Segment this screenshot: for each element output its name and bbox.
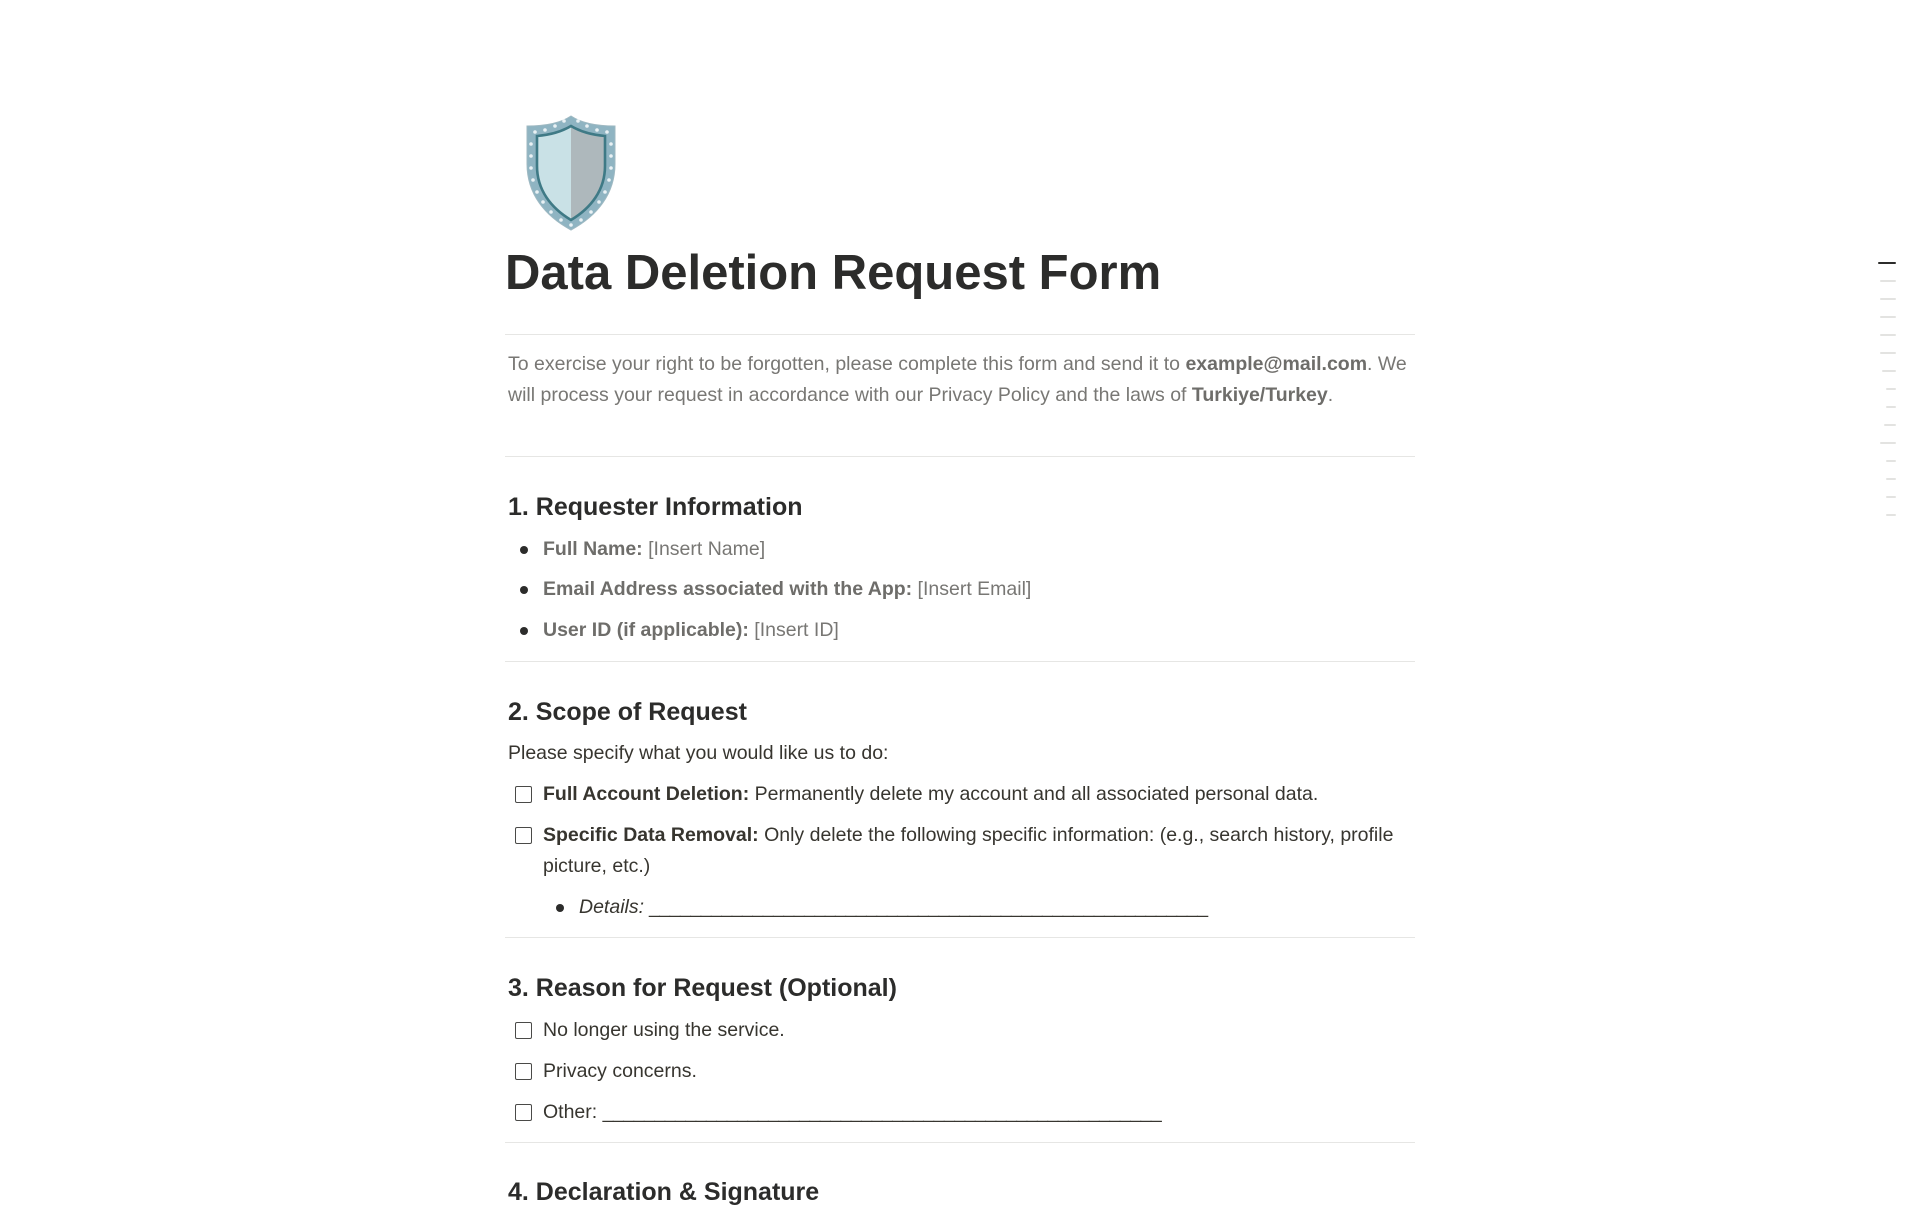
toc-line[interactable] <box>1880 298 1896 300</box>
intro-paragraph <box>508 349 1413 411</box>
toc-line[interactable] <box>1878 262 1896 264</box>
option-text: Only delete the following specific information: (e.g., search history, profile picture, etc.) <box>543 824 1394 877</box>
bullet-icon <box>520 546 528 554</box>
section-heading-declaration-signature: 4. Declaration & Signature <box>508 1178 820 1206</box>
divider <box>505 456 1415 457</box>
intro-text: . We will process your request in accordance with our Privacy Policy and the laws of <box>508 353 1407 406</box>
bullet-icon <box>520 586 528 594</box>
divider <box>505 1142 1415 1143</box>
field-value[interactable]: [Insert Email] <box>912 578 1032 600</box>
checkbox[interactable] <box>515 1104 532 1121</box>
toc-line[interactable] <box>1880 334 1896 336</box>
bullet-icon <box>520 627 528 635</box>
toc-line[interactable] <box>1886 478 1896 480</box>
toc-line[interactable] <box>1880 352 1896 354</box>
toc-line[interactable] <box>1886 406 1896 408</box>
option-text: No longer using the service. <box>543 1019 785 1041</box>
details-label: Details: <box>579 896 645 918</box>
intro-text: To exercise your right to be forgotten, please complete this form and send it to <box>508 353 1186 375</box>
option-label: Full Account Deletion: <box>543 783 750 805</box>
field-label: Full Name: <box>543 538 643 560</box>
page-title: Data Deletion Request Form <box>505 246 1162 300</box>
details-blank-line[interactable]: ______________________________________________________ <box>644 896 1208 918</box>
option-text: Other: <box>543 1101 603 1123</box>
toc-line[interactable] <box>1886 514 1896 516</box>
shield-icon[interactable] <box>521 114 621 232</box>
divider <box>505 937 1415 938</box>
checkbox[interactable] <box>515 1063 532 1080</box>
section-heading-reason-for-request: 3. Reason for Request (Optional) <box>508 974 897 1002</box>
other-blank-line[interactable]: ______________________________________________________ <box>602 1101 1162 1123</box>
toc-line[interactable] <box>1880 442 1896 444</box>
intro-text: . <box>1327 384 1334 406</box>
field-value[interactable]: [Insert ID] <box>748 619 839 641</box>
divider <box>505 661 1415 662</box>
checkbox[interactable] <box>515 1022 532 1039</box>
field-label: Email Address associated with the App: <box>543 578 913 600</box>
toc-line[interactable] <box>1886 496 1896 498</box>
option-label: Specific Data Removal: <box>543 824 759 846</box>
bullet-icon <box>556 904 564 912</box>
option-text: Privacy concerns. <box>543 1060 697 1082</box>
field-label: User ID (if applicable): <box>543 619 749 641</box>
jurisdiction: Turkiye/Turkey <box>1191 384 1328 406</box>
toc-line[interactable] <box>1880 280 1896 282</box>
section-heading-scope-of-request: 2. Scope of Request <box>508 698 747 726</box>
checkbox[interactable] <box>515 786 532 803</box>
field-value[interactable]: [Insert Name] <box>642 538 766 560</box>
prompt-text: Please specify what you would like us to do: <box>508 742 889 764</box>
scope-prompt <box>508 738 1408 769</box>
section-heading-requester-information: 1. Requester Information <box>508 493 803 521</box>
option-text: Permanently delete my account and all associated personal data. <box>749 783 1319 805</box>
checkbox[interactable] <box>515 827 532 844</box>
contact-email: example@mail.com <box>1185 353 1368 375</box>
divider <box>505 334 1415 335</box>
toc-line[interactable] <box>1886 460 1896 462</box>
toc-line[interactable] <box>1886 388 1896 390</box>
toc-line[interactable] <box>1884 424 1896 426</box>
toc-line[interactable] <box>1880 316 1896 318</box>
toc-line[interactable] <box>1882 370 1896 372</box>
